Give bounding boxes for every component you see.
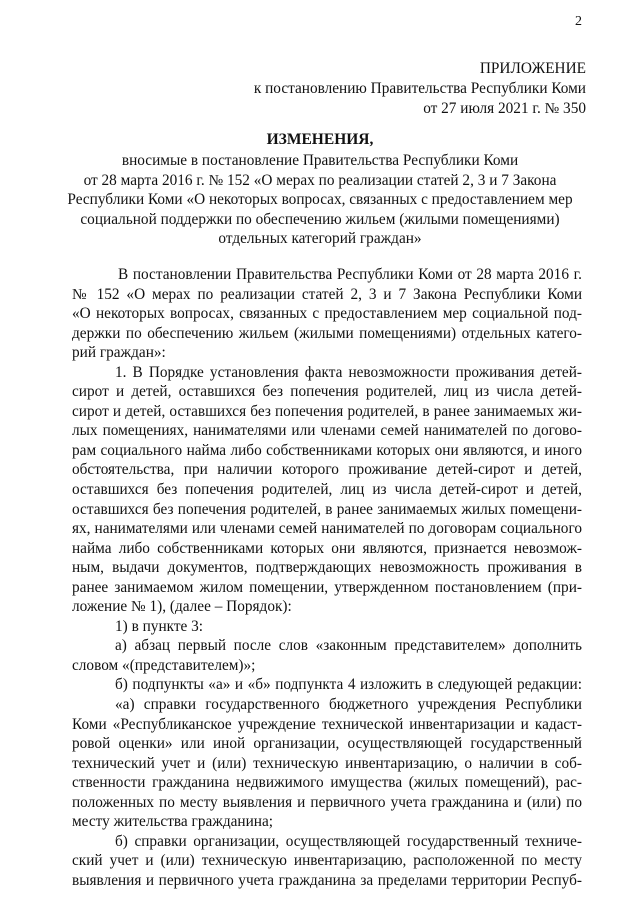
body-line: № 152 «О мерах по реализации статей 2, 3 и 7 Закона Республики Коми: [72, 285, 582, 303]
appendix-title: ПРИЛОЖЕНИЕ: [479, 60, 586, 77]
heading-title: ИЗМЕНЕНИЯ,: [266, 131, 374, 148]
heading-subtitle: [60, 151, 580, 249]
body-line: «а) справки государственного бюджетного учреждения Республики: [115, 696, 582, 714]
body-line: оставшихся без попечения родителей, в ранее занимаемых жилых помещени-: [72, 500, 582, 518]
body-line: обстоятельства, при наличии которого проживание детей-сирот и детей,: [72, 461, 582, 479]
body-line: оставшихся без попечения родителей, лиц из числа детей-сирот и детей,: [72, 481, 582, 499]
body-line: ранее занимаемом жилом помещении, утвержденном постановлением (при-: [72, 578, 582, 596]
body-line: технический учет и (или) техническую инвентаризацию, о наличии в соб-: [72, 754, 582, 772]
body-line: лых помещениях, нанимателями или членами семей нанимателей по догово-: [72, 422, 582, 440]
page-number: 2: [575, 14, 582, 29]
body-line: держки по обеспечению жильем (жилыми помещениями) отдельных катего-: [72, 324, 582, 342]
body-line: а) абзац первый после слов «законным представителем» дополнить: [115, 637, 582, 655]
body-line: словом «(представителем)»;: [72, 656, 256, 674]
heading-line: социальной поддержки по обеспечению жильем (жилыми помещениями): [80, 210, 560, 228]
appendix-block: [254, 59, 586, 119]
body-line: 1. В Порядке установления факта невозможности проживания детей-: [115, 363, 582, 381]
body-line: ях, нанимателями или членами семей нанимателей по договорам социального: [72, 520, 582, 538]
body-line: ложение № 1), (далее – Порядок):: [72, 598, 292, 616]
body-line: рий граждан»:: [72, 344, 166, 362]
body-line: б) справки организации, осуществляющей государственный техниче-: [115, 832, 582, 850]
heading-line: вносимые в постановление Правительства Республики Коми: [121, 152, 519, 169]
appendix-date-line: от 27 июля 2021 г. № 350: [423, 100, 586, 117]
body-line: выявления и первичного учета гражданина за пределами территории Респуб-: [72, 871, 582, 889]
body-line: рам социального найма либо собственниками которых они являются, и иного: [72, 441, 582, 459]
body-line: найма либо собственниками которых они являются, признается невозмож-: [72, 539, 582, 557]
appendix-resolution-line: к постановлению Правительства Республики Коми: [253, 80, 586, 97]
body-line: ным, выдачи документов, подтверждающих невозможность проживания в: [72, 559, 582, 577]
body-line: месту жительства гражданина;: [72, 813, 273, 831]
body-line: 1) в пункте 3:: [115, 617, 204, 635]
heading-line: отдельных категорий граждан»: [218, 230, 422, 247]
body-line: ский учет и (или) техническую инвентаризацию, расположенной по месту: [72, 852, 582, 870]
body-line: «О некоторых вопросах, связанных с предоставлением мер социальной под-: [72, 305, 582, 323]
document-body: [72, 265, 582, 891]
document-heading: [60, 130, 580, 249]
body-line: Коми «Республиканское учреждение технической инвентаризации и кадаст-: [72, 715, 582, 733]
heading-line: Республики Коми «О некоторых вопросах, связанных с предоставлением мер: [67, 191, 573, 208]
body-line: сирот и детей, оставшихся без попечения родителей, в ранее занимаемых жи-: [72, 402, 582, 420]
body-line: сирот и детей, оставшихся без попечения родителей, лиц из числа детей-: [72, 383, 582, 401]
body-line: б) подпункты «а» и «б» подпункта 4 изложить в следующей редакции:: [115, 676, 582, 694]
body-line: ровой оценки» или иной организации, осуществляющей государственный: [72, 735, 582, 753]
body-line: ственности гражданина недвижимого имущества (жилых помещений), рас-: [72, 774, 582, 792]
body-line: положенных по месту выявления и первичного учета гражданина и (или) по: [72, 793, 582, 811]
body-line: В постановлении Правительства Республики Коми от 28 марта 2016 г.: [118, 266, 582, 283]
heading-line: от 28 марта 2016 г. № 152 «О мерах по реализации статей 2, 3 и 7 Закона: [83, 171, 557, 189]
